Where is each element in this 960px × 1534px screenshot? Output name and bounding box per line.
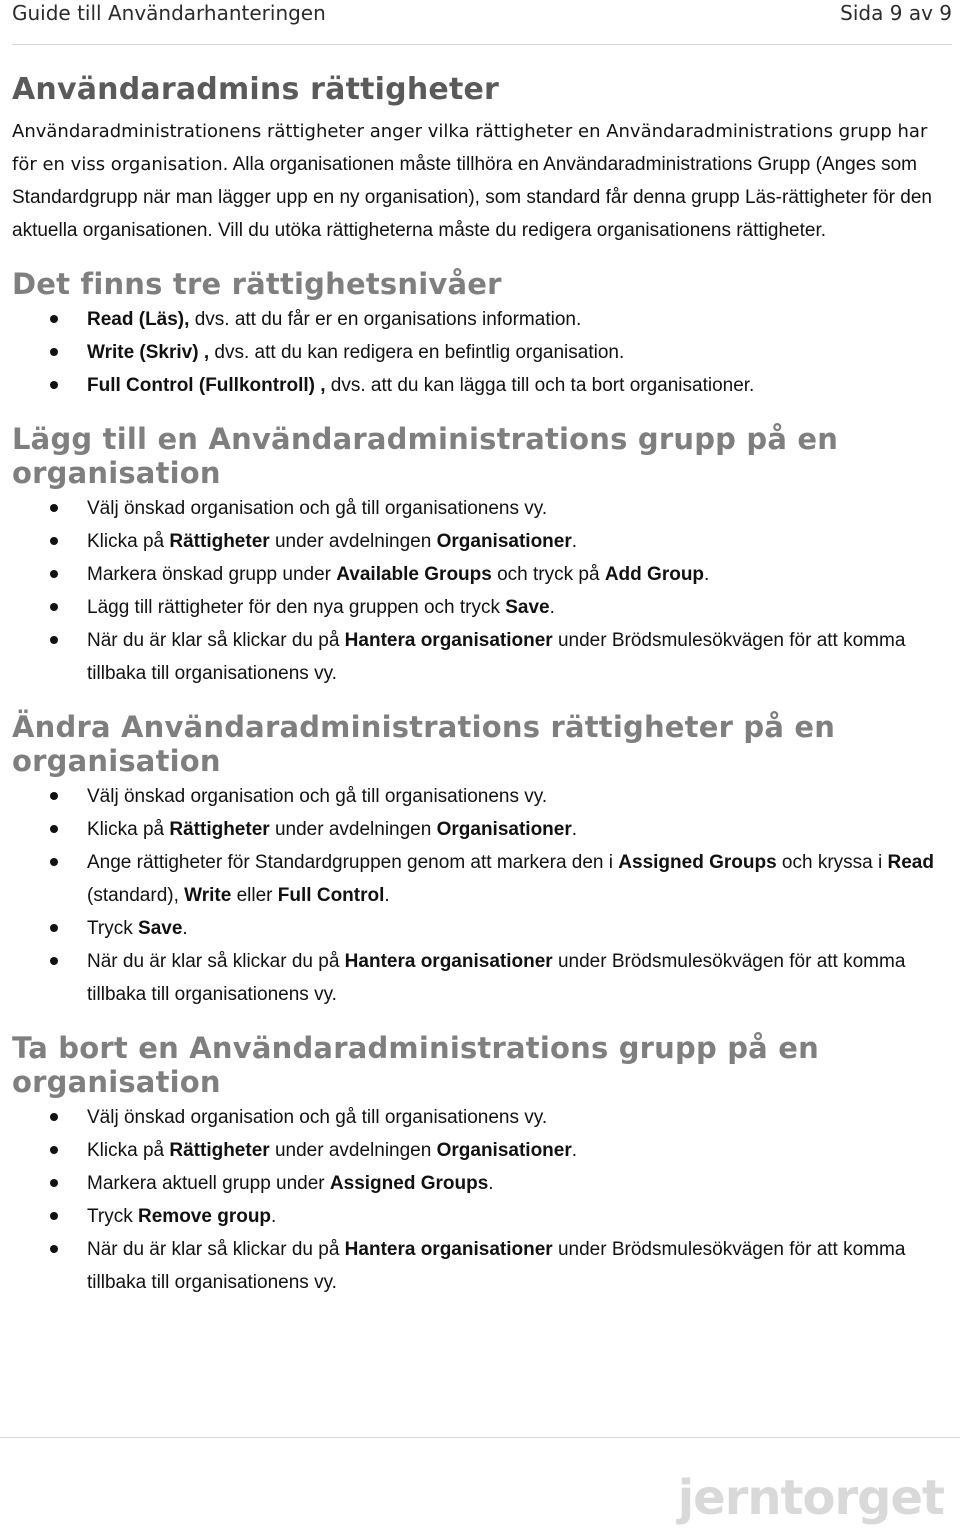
step-text: Klicka på xyxy=(87,819,170,840)
section-title-remove: Ta bort en Användaradministrations grupp på en organisation xyxy=(12,1031,819,1099)
step-keyword: Assigned Groups xyxy=(329,1173,489,1194)
step-text: . xyxy=(182,918,188,939)
step-keyword: Write xyxy=(184,885,232,906)
step-text: under Brödsmulesökvägen för att komma tillbaka till organisationens vy. xyxy=(87,630,906,684)
edit-steps-list xyxy=(12,780,952,1011)
step-keyword: Remove group xyxy=(138,1206,272,1227)
list-item xyxy=(12,591,952,624)
step-keyword: Organisationer xyxy=(436,531,572,552)
step-keyword: Hantera organisationer xyxy=(344,1239,553,1260)
step-text: Ange rättigheter för Standardgruppen genom att markera den i xyxy=(87,852,619,873)
section-title-edit: Ändra Användaradministrations rättigheter på en organisation xyxy=(12,710,836,778)
level-desc: dvs. att du får er en organisations information. xyxy=(189,309,582,330)
step-keyword: Organisationer xyxy=(436,819,572,840)
step-text: . xyxy=(549,597,555,618)
step-text: och tryck på xyxy=(491,564,605,585)
level-desc: dvs. att du kan redigera en befintlig organisation. xyxy=(209,342,625,363)
list-item xyxy=(12,303,952,336)
step-text: . xyxy=(384,885,390,906)
footer-divider xyxy=(0,1437,960,1438)
step-keyword: Save xyxy=(505,597,550,618)
step-text: Klicka på xyxy=(87,1140,170,1161)
step-keyword: Hantera organisationer xyxy=(344,951,553,972)
list-item xyxy=(12,558,952,591)
step-text: . xyxy=(488,1173,494,1194)
step-keyword: Hantera organisationer xyxy=(344,630,553,651)
step-text: Välj önskad organisation och gå till organisationens vy. xyxy=(87,1107,548,1128)
step-text: . xyxy=(571,531,578,552)
list-item xyxy=(12,492,952,525)
step-text: När du är klar så klickar du på xyxy=(87,1239,345,1260)
rights-paragraph-lead: Användaradministrationens rättigheter anger vilka rättigheter en Användaradministrations grupp har för en viss organisation. xyxy=(12,121,928,175)
step-keyword: Organisationer xyxy=(436,1140,572,1161)
list-item xyxy=(12,1167,952,1200)
step-text: under avdelningen xyxy=(269,531,437,552)
step-keyword: Rättigheter xyxy=(169,531,270,552)
step-text: . xyxy=(271,1206,277,1227)
step-text: . xyxy=(704,564,710,585)
section-title-rights: Användaradmins rättigheter xyxy=(12,72,500,107)
page-header xyxy=(12,0,952,45)
step-keyword: Save xyxy=(138,918,183,939)
step-text: När du är klar så klickar du på xyxy=(87,951,345,972)
step-text: Tryck xyxy=(87,918,139,939)
step-text: När du är klar så klickar du på xyxy=(87,630,345,651)
document-title: Guide till Användarhanteringen xyxy=(12,1,326,25)
rights-paragraph-rest: Alla organisationen måste tillhöra en Användaradministrations Grupp (Anges som Standardgrupp när man lägger upp en ny organisation), som standard får denna grupp Läs-rättigheter för den aktuella organisationen. Vill du utöka rättigheterna måste du redigera organisationens rättigheter. xyxy=(12,154,932,241)
step-text: . xyxy=(571,1140,578,1161)
document-body xyxy=(12,72,952,1299)
step-text: under avdelningen xyxy=(269,819,437,840)
list-item xyxy=(12,846,952,912)
list-item xyxy=(12,945,952,1011)
step-text: Lägg till rättigheter för den nya gruppen och tryck xyxy=(87,597,506,618)
step-text: under Brödsmulesökvägen för att komma tillbaka till organisationens vy. xyxy=(87,1239,906,1293)
list-item xyxy=(12,1200,952,1233)
step-text: (standard), xyxy=(87,885,185,906)
step-text: Markera aktuell grupp under xyxy=(87,1173,330,1194)
step-keyword: Assigned Groups xyxy=(618,852,777,873)
list-item xyxy=(12,780,952,813)
add-steps-list xyxy=(12,492,952,690)
list-item xyxy=(12,525,952,558)
step-text: under avdelningen xyxy=(269,1140,437,1161)
list-item xyxy=(12,813,952,846)
level-desc: dvs. att du kan lägga till och ta bort organisationer. xyxy=(325,375,755,396)
page-number: Sida 9 av 9 xyxy=(840,1,952,25)
rights-paragraph xyxy=(12,115,952,247)
step-text: . xyxy=(571,819,578,840)
step-keyword: Full Control xyxy=(277,885,385,906)
step-text: eller xyxy=(231,885,278,906)
section-title-add: Lägg till en Användaradministrations grupp på en organisation xyxy=(12,422,839,490)
step-text: under Brödsmulesökvägen för att komma tillbaka till organisationens vy. xyxy=(87,951,906,1005)
list-item xyxy=(12,336,952,369)
list-item xyxy=(12,1233,952,1299)
step-keyword: Rättigheter xyxy=(169,819,270,840)
step-text: Välj önskad organisation och gå till organisationens vy. xyxy=(87,786,548,807)
step-text: Välj önskad organisation och gå till organisationens vy. xyxy=(87,498,548,519)
step-keyword: Rättigheter xyxy=(169,1140,270,1161)
step-text: och kryssa i xyxy=(776,852,888,873)
step-text: Klicka på xyxy=(87,531,170,552)
step-text: Tryck xyxy=(87,1206,139,1227)
remove-steps-list xyxy=(12,1101,952,1299)
step-keyword: Read xyxy=(887,852,934,873)
step-keyword: Add Group xyxy=(604,564,705,585)
list-item xyxy=(12,1134,952,1167)
list-item xyxy=(12,369,952,402)
list-item xyxy=(12,1101,952,1134)
level-name: Read (Läs), xyxy=(87,309,190,330)
step-keyword: Available Groups xyxy=(336,564,492,585)
step-text: Markera önskad grupp under xyxy=(87,564,337,585)
levels-list xyxy=(12,303,952,402)
level-name: Full Control (Fullkontroll) , xyxy=(87,375,326,396)
list-item xyxy=(12,912,952,945)
section-title-levels: Det finns tre rättighetsnivåer xyxy=(12,267,502,301)
list-item xyxy=(12,624,952,690)
brand-logo: jerntorget xyxy=(677,1470,944,1526)
level-name: Write (Skriv) , xyxy=(87,342,210,363)
